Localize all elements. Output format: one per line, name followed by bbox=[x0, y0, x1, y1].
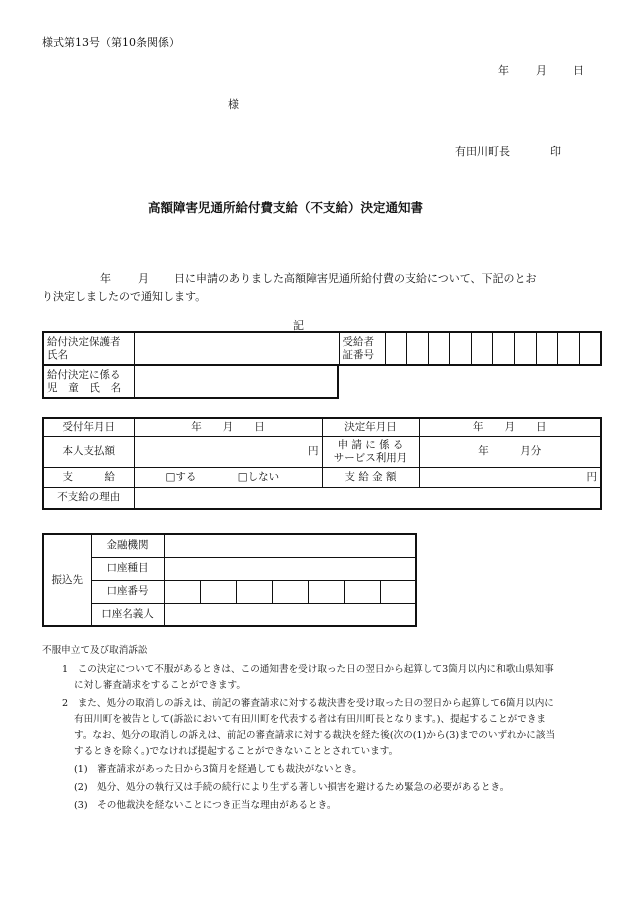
account-digit-box[interactable] bbox=[236, 580, 272, 603]
decision-date-label: 決定年月日 bbox=[322, 418, 419, 436]
note-1-line-1: 1 この決定について不服があるときは、この通知書を受け取った日の翌日から起算して3箇月以内に和歌山県知事 bbox=[62, 664, 554, 675]
child-label-1: 給付決定に係る bbox=[47, 368, 121, 381]
applicant-table bbox=[42, 331, 602, 366]
self-pay-label: 本人支払額 bbox=[43, 436, 134, 467]
bank-name-field[interactable] bbox=[164, 534, 416, 557]
note-2-line-2: 有田川町を被告として(訴訟において有田川町を代表する者は有田川町長となります。)、提起することができま bbox=[74, 714, 547, 725]
service-label-2: サービス利用月 bbox=[333, 451, 408, 464]
rejection-reason-field[interactable] bbox=[134, 487, 601, 509]
cert-digit-box[interactable] bbox=[579, 332, 601, 365]
body-line-1: 日に申請のありました高額障害児通所給付費の支給について、下記のとお bbox=[174, 272, 537, 285]
yen-unit: 円 bbox=[308, 445, 319, 457]
account-digit-box[interactable] bbox=[380, 580, 416, 603]
decision-date-value[interactable]: 年 月 日 bbox=[419, 418, 601, 436]
note-sub-2: (2) 処分、処分の執行又は手続の続行により生ずる著しい損害を避けるため緊急の必要があるとき。 bbox=[74, 782, 510, 793]
transfer-destination-label: 振込先 bbox=[43, 534, 91, 626]
received-date-value[interactable]: 年 月 日 bbox=[134, 418, 322, 436]
yen-unit: 円 bbox=[586, 470, 597, 483]
bank-transfer-table bbox=[42, 533, 417, 627]
date-month-label: 月 bbox=[536, 64, 547, 77]
cert-digit-box[interactable] bbox=[385, 332, 407, 365]
cert-digit-box[interactable] bbox=[407, 332, 429, 365]
account-digit-box[interactable] bbox=[308, 580, 344, 603]
account-type-label: 口座種目 bbox=[91, 557, 164, 580]
guardian-label-2: 氏名 bbox=[47, 348, 68, 361]
child-name-field[interactable] bbox=[134, 365, 338, 398]
body-month-label: 月 bbox=[138, 272, 149, 285]
account-digit-box[interactable] bbox=[164, 580, 200, 603]
cert-label-2: 証番号 bbox=[342, 348, 374, 361]
decision-table bbox=[42, 417, 602, 510]
self-pay-amount[interactable] bbox=[134, 436, 322, 467]
payment-options bbox=[134, 467, 322, 487]
guardian-name-label bbox=[43, 332, 134, 365]
service-month-label bbox=[322, 436, 419, 467]
cert-digit-box[interactable] bbox=[558, 332, 580, 365]
notes-heading: 不服申立て及び取消訴訟 bbox=[42, 645, 148, 656]
note-2-line-3: す。なお、処分の取消しの訴えは、前記の審査請求に対する裁決を経た後(次の(1)から(3)までのいずれかに該当 bbox=[74, 730, 556, 741]
rejection-reason-label: 不支給の理由 bbox=[43, 487, 134, 509]
service-label-1: 申 請 に 係 る bbox=[337, 438, 404, 451]
payment-label: 支 給 bbox=[43, 467, 134, 487]
payment-amount-label: 支 給 金 額 bbox=[322, 467, 419, 487]
note-sub-1: (1) 審査請求があった日から3箇月を経過しても裁決がないとき。 bbox=[74, 764, 362, 775]
child-label-2: 児 童 氏 名 bbox=[47, 381, 125, 394]
ki-label: 記 bbox=[293, 319, 304, 332]
date-day-label: 日 bbox=[573, 64, 584, 77]
account-digit-box[interactable] bbox=[344, 580, 380, 603]
note-2-line-4: するときを除く。)でなければ提起することができないこととされています。 bbox=[74, 746, 399, 757]
account-digit-box[interactable] bbox=[200, 580, 236, 603]
service-month-value[interactable]: 年 月分 bbox=[419, 436, 601, 467]
account-holder-field[interactable] bbox=[164, 603, 416, 626]
payment-no-checkbox[interactable]: □しない bbox=[237, 470, 280, 483]
cert-digit-box[interactable] bbox=[536, 332, 558, 365]
body-line-2: り決定しましたので通知します。 bbox=[42, 290, 207, 303]
cert-digit-box[interactable] bbox=[450, 332, 472, 365]
page-title: 高額障害児通所給付費支給（不支給）決定通知書 bbox=[148, 200, 424, 215]
cert-digit-box[interactable] bbox=[471, 332, 493, 365]
payment-amount[interactable] bbox=[419, 467, 601, 487]
account-digit-box[interactable] bbox=[272, 580, 308, 603]
account-number-label: 口座番号 bbox=[91, 580, 164, 603]
guardian-name-field[interactable] bbox=[134, 332, 339, 365]
seal-mark: 印 bbox=[550, 145, 561, 158]
account-type-field[interactable] bbox=[164, 557, 416, 580]
payment-yes-checkbox[interactable]: □する bbox=[165, 470, 197, 483]
child-name-label bbox=[43, 365, 134, 398]
child-table bbox=[42, 364, 339, 399]
cert-digit-box[interactable] bbox=[515, 332, 537, 365]
body-year-label: 年 bbox=[100, 272, 111, 285]
bank-name-label: 金融機関 bbox=[91, 534, 164, 557]
cert-digit-box[interactable] bbox=[428, 332, 450, 365]
account-holder-label: 口座名義人 bbox=[91, 603, 164, 626]
note-2-line-1: 2 また、処分の取消しの訴えは、前記の審査請求に対する裁決書を受け取った日の翌日から起算して6箇月以内に bbox=[62, 698, 554, 709]
form-number: 様式第13号（第10条関係） bbox=[42, 36, 180, 49]
cert-label-1: 受給者 bbox=[342, 335, 374, 348]
note-1-line-2: に対し審査請求をすることができます。 bbox=[74, 680, 246, 691]
issuer-name: 有田川町長 bbox=[455, 145, 510, 158]
recipient-suffix: 様 bbox=[228, 98, 239, 111]
date-year-label: 年 bbox=[498, 64, 509, 77]
cert-digit-box[interactable] bbox=[493, 332, 515, 365]
received-date-label: 受付年月日 bbox=[43, 418, 134, 436]
cert-number-label bbox=[339, 332, 385, 365]
guardian-label-1: 給付決定保護者 bbox=[47, 335, 121, 348]
note-sub-3: (3) その他裁決を経ないことにつき正当な理由があるとき。 bbox=[74, 800, 337, 811]
